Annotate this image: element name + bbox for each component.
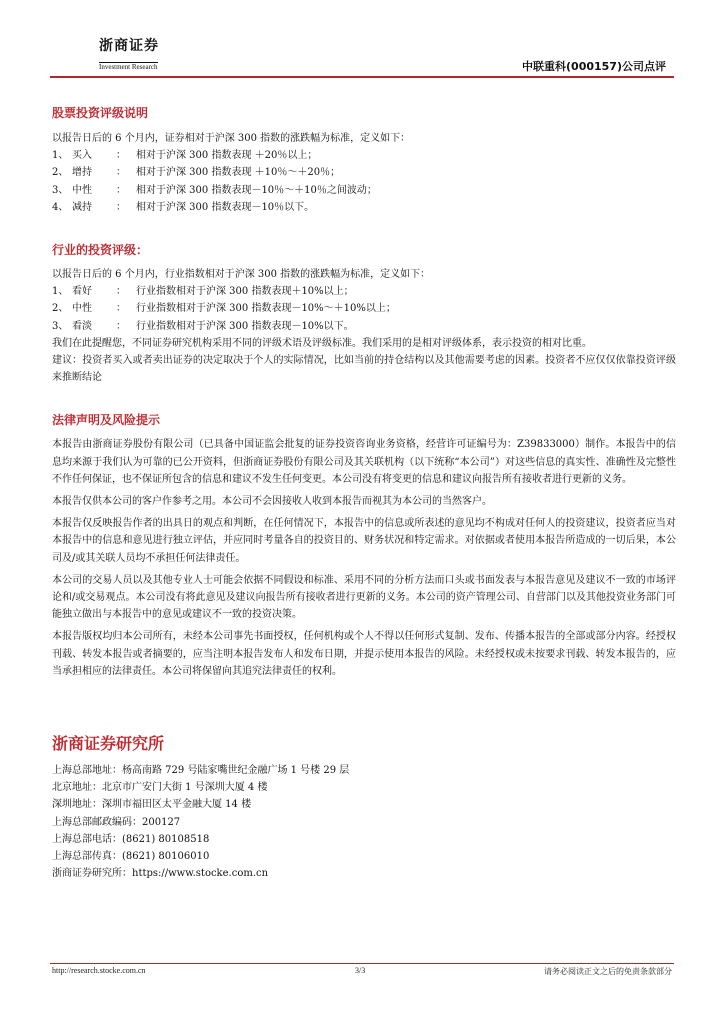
stock-rating-title: 股票投资评级说明	[52, 106, 149, 120]
rating-description: 相对于沪深 300 指数表现 ＋20％以上；	[136, 150, 318, 162]
rating-colon: ：	[116, 201, 126, 213]
stock-rating-item	[52, 199, 676, 216]
institute-address: 北京地址：北京市广安门大街 1 号深圳大厦 4 楼	[52, 782, 268, 794]
rating-number: 1、	[52, 286, 69, 298]
rating-name: 中性	[72, 184, 92, 196]
rating-name: 看淡	[72, 320, 92, 332]
rating-number: 4、	[52, 201, 69, 213]
institute-title: 浙商证券研究所	[52, 734, 165, 754]
institute-website[interactable]: 浙商证券研究所：https://www.stocke.com.cn	[52, 868, 269, 880]
rating-colon: ：	[116, 303, 126, 315]
rating-colon: ：	[116, 150, 126, 162]
industry-rating-title: 行业的投资评级：	[52, 243, 149, 258]
footer-url-link[interactable]: http://research.stocke.com.cn	[52, 966, 146, 975]
page-content	[52, 88, 676, 883]
stock-rating-intro: 以报告日后的 6 个月内，证券相对于沪深 300 指数的涨跌幅为标准，定义如下：	[52, 133, 411, 144]
rating-name: 看好	[72, 286, 92, 298]
report-title: 中联重科(000157)公司点评	[522, 60, 666, 73]
rating-description: 相对于沪深 300 指数表现－10％以下。	[136, 201, 315, 213]
institute-address: 上海总部地址：杨高南路 729 号陆家嘴世纪金融广场 1 号楼 29 层	[52, 765, 350, 777]
rating-name: 中性	[72, 303, 92, 315]
footer-divider	[50, 963, 674, 964]
stock-rating-item	[52, 147, 676, 164]
industry-rating-item	[52, 318, 676, 335]
legal-title: 法律声明及风险提示	[52, 413, 161, 428]
stock-rating-item	[52, 164, 676, 181]
rating-description: 行业指数相对于沪深 300 指数表现－10%～＋10%以上；	[136, 303, 396, 315]
institute-postcode: 上海总部邮政编码：200127	[52, 816, 181, 828]
industry-rating-item	[52, 283, 676, 300]
rating-name: 减持	[72, 201, 92, 213]
rating-description: 行业指数相对于沪深 300 指数表现－10%以下。	[136, 320, 354, 332]
industry-rating-item	[52, 300, 676, 317]
rating-number: 3、	[52, 320, 69, 332]
stock-rating-item	[52, 182, 676, 199]
rating-description: 相对于沪深 300 指数表现－10％～＋10％之间波动；	[136, 184, 377, 196]
rating-name: 买入	[72, 150, 92, 162]
page-number: 3/3	[355, 966, 366, 975]
company-logo	[99, 38, 159, 73]
institute-address: 深圳地址：深圳市福田区太平金融大厦 14 楼	[52, 799, 252, 811]
investment-advice: 建议：投资者买入或者卖出证券的决定取决于个人的实际情况，比如当前的持仓结构以及其他需要考虑的因素。投资者不应仅仅依靠投资评级来推断结论	[52, 355, 676, 384]
institute-fax: 上海总部传真：(8621) 80106010	[52, 851, 210, 863]
rating-number: 1、	[52, 150, 69, 162]
legal-paragraph: 本报告仅供本公司的客户作参考之用。本公司不会因接收人收到本报告而视其为本公司的当然客户。	[52, 496, 492, 508]
rating-name: 增持	[72, 167, 92, 179]
institute-phone: 上海总部电话：(8621) 80108518	[52, 833, 210, 845]
legal-paragraph: 本公司的交易人员以及其他专业人士可能会依据不同假设和标准、采用不同的分析方法而口头或书面发表与本报告意见及建议不一致的市场评论和/或交易观点。本公司没有将此意见及建议向报告所有接收者进行更新的义务。本公司的资产管理公司、自营部门以及其他投资业务部门可能独立做出与本报告中的意见或建议不一致的投资决策。	[52, 574, 676, 621]
legal-paragraph: 本报告仅反映报告作者的出具日的观点和判断，在任何情况下，本报告中的信息或所表述的意见均不构成对任何人的投资建议，投资者应当对本报告中的信息和意见进行独立评估，并应同时考量各自的投资目的、财务状况和特定需求。对依据或者使用本报告所造成的一切后果，本公司及/或其关联人员均不承担任何法律责任。	[52, 518, 676, 564]
logo-chinese-name: 浙商证券	[99, 38, 159, 54]
page-footer	[52, 966, 672, 978]
rating-description: 行业指数相对于沪深 300 指数表现＋10%以上；	[136, 286, 354, 298]
rating-system-note: 我们在此提醒您，不同证券研究机构采用不同的评级术语及评级标准。我们采用的是相对评级体系，表示投资的相对比重。	[52, 337, 592, 349]
rating-colon: ：	[116, 286, 126, 298]
legal-paragraph: 本报告版权均归本公司所有，未经本公司事先书面授权，任何机构或个人不得以任何形式复制、发布、传播本报告的全部或部分内容。经授权刊载、转发本报告或者摘要的，应当注明本报告发布人和发布日期，并提示使用本报告的风险。未经授权或未按要求刊载、转发本报告的，应当承担相应的法律责任。本公司将保留向其追究法律责任的权利。	[52, 631, 676, 677]
industry-rating-intro: 以报告日后的 6 个月内，行业指数相对于沪深 300 指数的涨跌幅为标准，定义如下：	[52, 269, 431, 281]
header-divider	[50, 76, 674, 78]
footer-disclaimer: 请务必阅读正文之后的免责条款部分	[544, 967, 672, 976]
rating-number: 2、	[52, 303, 69, 315]
rating-colon: ：	[116, 320, 126, 332]
rating-colon: ：	[116, 184, 126, 196]
rating-colon: ：	[116, 167, 126, 179]
legal-paragraph: 本报告由浙商证券股份有限公司（已具备中国证监会批复的证券投资咨询业务资格，经营许可证编号为：Z39833000）制作。本报告中的信息均来源于我们认为可靠的已公开资料，但浙商证券股份有限公司及其关联机构（以下统称“本公司”）对这些信息的真实性、准确性及完整性不作任何保证，也不保证所包含的信息和建议不发生任何变更。本公司没有将变更的信息和建议向报告所有接收者进行更新的义务。	[52, 439, 676, 485]
rating-description: 相对于沪深 300 指数表现 ＋10％～＋20％；	[136, 167, 341, 179]
logo-english-name: Investment Research	[99, 63, 158, 71]
rating-number: 3、	[52, 184, 69, 196]
rating-number: 2、	[52, 167, 69, 179]
